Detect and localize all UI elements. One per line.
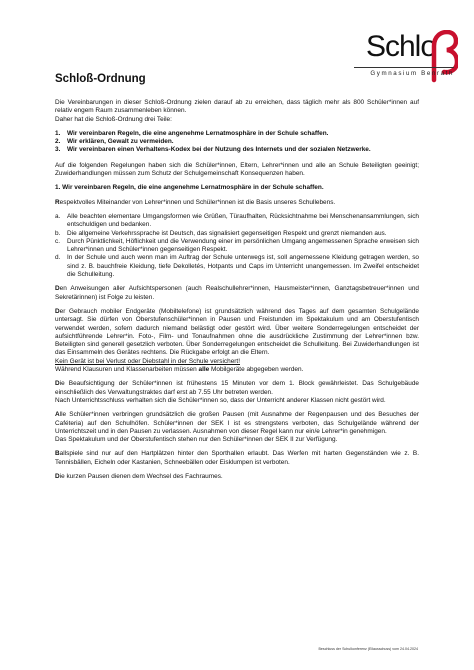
list-number: 2. xyxy=(55,138,61,146)
logo-rule xyxy=(354,67,454,68)
list-number: 1. xyxy=(55,129,61,137)
logo-subtitle: Gymnasium Benrath xyxy=(370,70,454,77)
exam-text-post: Mobilgeräte abgegeben werden. xyxy=(209,366,304,374)
list-text: In der Schule und auch wenn man im Auftrag der Schule unterwegs ist, soll angemessene Kleidung getragen werden, so sind z. B. bauchfreie Kleidung, tiefe Dekolletés, Hotpants und Caps im Unterricht unangemessen. Im Zweifel entscheidet die Schulleitung. xyxy=(67,254,419,279)
list-text: Alle beachten elementare Umgangsformen wie Grüßen, Türaufhalten, Rücksichtnahme bei Menschenansammlungen, sich entschuldigen und bedanken. xyxy=(67,212,419,229)
ball-games-paragraph xyxy=(55,450,419,467)
breaks-paragraph xyxy=(55,411,419,444)
list-text: Die allgemeine Verkehrssprache ist Deutsch, das signalisiert gegenseitigen Respekt und grenzt niemanden aus. xyxy=(67,229,387,237)
list-item xyxy=(55,146,419,154)
list-letter: a. xyxy=(55,212,61,220)
paragraph-text: er Gebrauch mobiler Endgeräte (Mobiltelefone) ist grundsätzlich während des Tages auf dem gesamten Schulgelände untersagt. Sie dürfen von Oberstufenschüler*innen in Pausen und Freistunden im Spektakulum und am Oberstufentisch verwendet werden, sofern dadurch niemand belästigt oder gestört wird. Über weitere Sonderregelungen entscheidet der aufsichtführende Lehrer*in. Foto-, Film- und Tonaufnahmen ohne die ausdrückliche Zustimmung der Lehrer*innen bzw. Beteiligten sind generell gesetzlich verboten. Über Sonderregelungen entscheidet die Schulleitung. Bei Zuwiderhandlungen ist das Einsammeln des Gerätes rechtens. Die Rückgabe erfolgt an die Eltern. xyxy=(55,307,419,357)
list-letter: c. xyxy=(55,237,61,245)
paragraph-text: lle Schüler*innen verbringen grundsätzlich die großen Pausen (mit Ausnahme der Regenpausen und des Besuches der Caféteria) auf den Schulhöfen. Schüler*innen der SEK I ist es strengstens verboten, das Schulgelände während der Unterrichtszeit und in den Pausen zu verlassen. Ausnahmen von dieser Regel kann nur ein/e Lehrer*in genehmigen. xyxy=(55,411,419,435)
short-breaks-paragraph xyxy=(55,473,419,481)
paragraph-text: ie kurzen Pausen dienen dem Wechsel des Fachraumes. xyxy=(59,472,223,480)
list-number: 3. xyxy=(55,146,61,154)
paragraph-text: allspiele sind nur auf den Hartplätzen hinter den Sporthallen erlaubt. Das Werfen mit harten Gegenständen wie z. B. Tennisbällen, Eicheln oder Kastanien, Schneebällen oder Eisklumpen ist verboten. xyxy=(55,450,419,466)
initial-letter: A xyxy=(55,411,60,419)
exam-text-bold: alle xyxy=(198,366,210,374)
logo-wordmark: Schlo xyxy=(365,30,436,63)
initial-letter: D xyxy=(55,307,60,315)
list-item xyxy=(55,213,419,230)
list-letter: d. xyxy=(55,254,61,262)
instructions-paragraph xyxy=(55,285,419,302)
document-body xyxy=(55,72,419,487)
paragraph-text-2: Das Spektakulum und der Oberstufentisch stehen nur den Schüler*innen der SEK II zur Verfügung. xyxy=(55,436,338,444)
initial-letter: D xyxy=(55,472,60,480)
paragraph-text-2: Nach Unterrichtsschluss verhalten sich die Schüler*innen so, dass der Unterricht anderer Klassen nicht gestört wird. xyxy=(55,396,386,404)
insurance-notice: Kein Gerät ist bei Verlust oder Diebstahl in der Schule versichert! xyxy=(55,357,240,365)
supervision-paragraph xyxy=(55,380,419,405)
section-1-heading: 1. Wir vereinbaren Regeln, die eine angenehme Lernatmosphäre in der Schule schaffen. xyxy=(55,184,324,192)
list-item xyxy=(55,238,419,255)
footer-note: Beschluss der Schulkonferenz (Eilausschuss) vom 24.04.2024 xyxy=(318,647,418,651)
paragraph-text: ie Beaufsichtigung der Schüler*innen ist frühestens 15 Minuten vor dem 1. Block gewährleistet. Das Schulgebäude einschließlich des Verwaltungstraktes darf erst ab 7.55 Uhr betreten werden. xyxy=(55,380,419,396)
intro-text-2: Daher hat die Schloß-Ordnung drei Teile: xyxy=(55,115,172,123)
paragraph-text: espektvolles Miteinander von Lehrer*innen und Schüler*innen ist die Basis unseres Schullebens. xyxy=(59,198,336,206)
page-title: Schloß-Ordnung xyxy=(55,73,146,85)
respect-paragraph xyxy=(55,199,419,207)
list-text: Wir vereinbaren einen Verhaltens-Kodex bei der Nutzung des Internets und der sozialen Netzwerke. xyxy=(67,146,371,154)
intro-text-1: Die Vereinbarungen in dieser Schloß-Ordnung zielen darauf ab zu erreichen, dass täglich mehr als 800 Schüler*innen auf relativ engem Raum zusammenleben können. xyxy=(55,99,419,115)
list-text: Wir vereinbaren Regeln, die eine angenehme Lernatmosphäre in der Schule schaffen. xyxy=(67,129,329,137)
rules-list xyxy=(55,213,419,279)
list-item xyxy=(55,254,419,279)
parts-list xyxy=(55,130,419,155)
initial-letter: R xyxy=(55,198,60,206)
mobile-devices-paragraph xyxy=(55,308,419,374)
initial-letter: D xyxy=(55,380,60,388)
initial-letter: B xyxy=(55,450,60,458)
paragraph-text: en Anweisungen aller Aufsichtspersonen (auch Realschullehrer*innen, Hausmeister*innen, Ganztagsbetreuer*innen und Sekretärinnen) ist Folge zu leisten. xyxy=(55,285,419,301)
agreement-paragraph: Auf die folgenden Regelungen haben sich die Schüler*innen, Eltern, Lehrer*innen und alle an Schule Beteiligten geeinigt; Zuwiderhandlungen müssen zum Schutz der Schulgemeinschaft Konsequenzen haben. xyxy=(55,161,419,178)
list-text: Durch Pünktlichkeit, Höflichkeit und die Verwendung einer im persönlichen Umgang angemessenen Sprache erweisen sich Lehrer*innen und Schüler*innen gegenseitigen Respekt. xyxy=(67,237,419,254)
initial-letter: D xyxy=(55,285,60,293)
list-text: Wir erklären, Gewalt zu vermeiden. xyxy=(67,138,174,146)
intro-paragraph xyxy=(55,99,419,124)
list-letter: b. xyxy=(55,229,61,237)
list-item xyxy=(55,230,419,238)
list-item xyxy=(55,138,419,146)
exam-text-pre: Während Klausuren und Klassenarbeiten müssen xyxy=(55,366,199,374)
list-item xyxy=(55,130,419,138)
